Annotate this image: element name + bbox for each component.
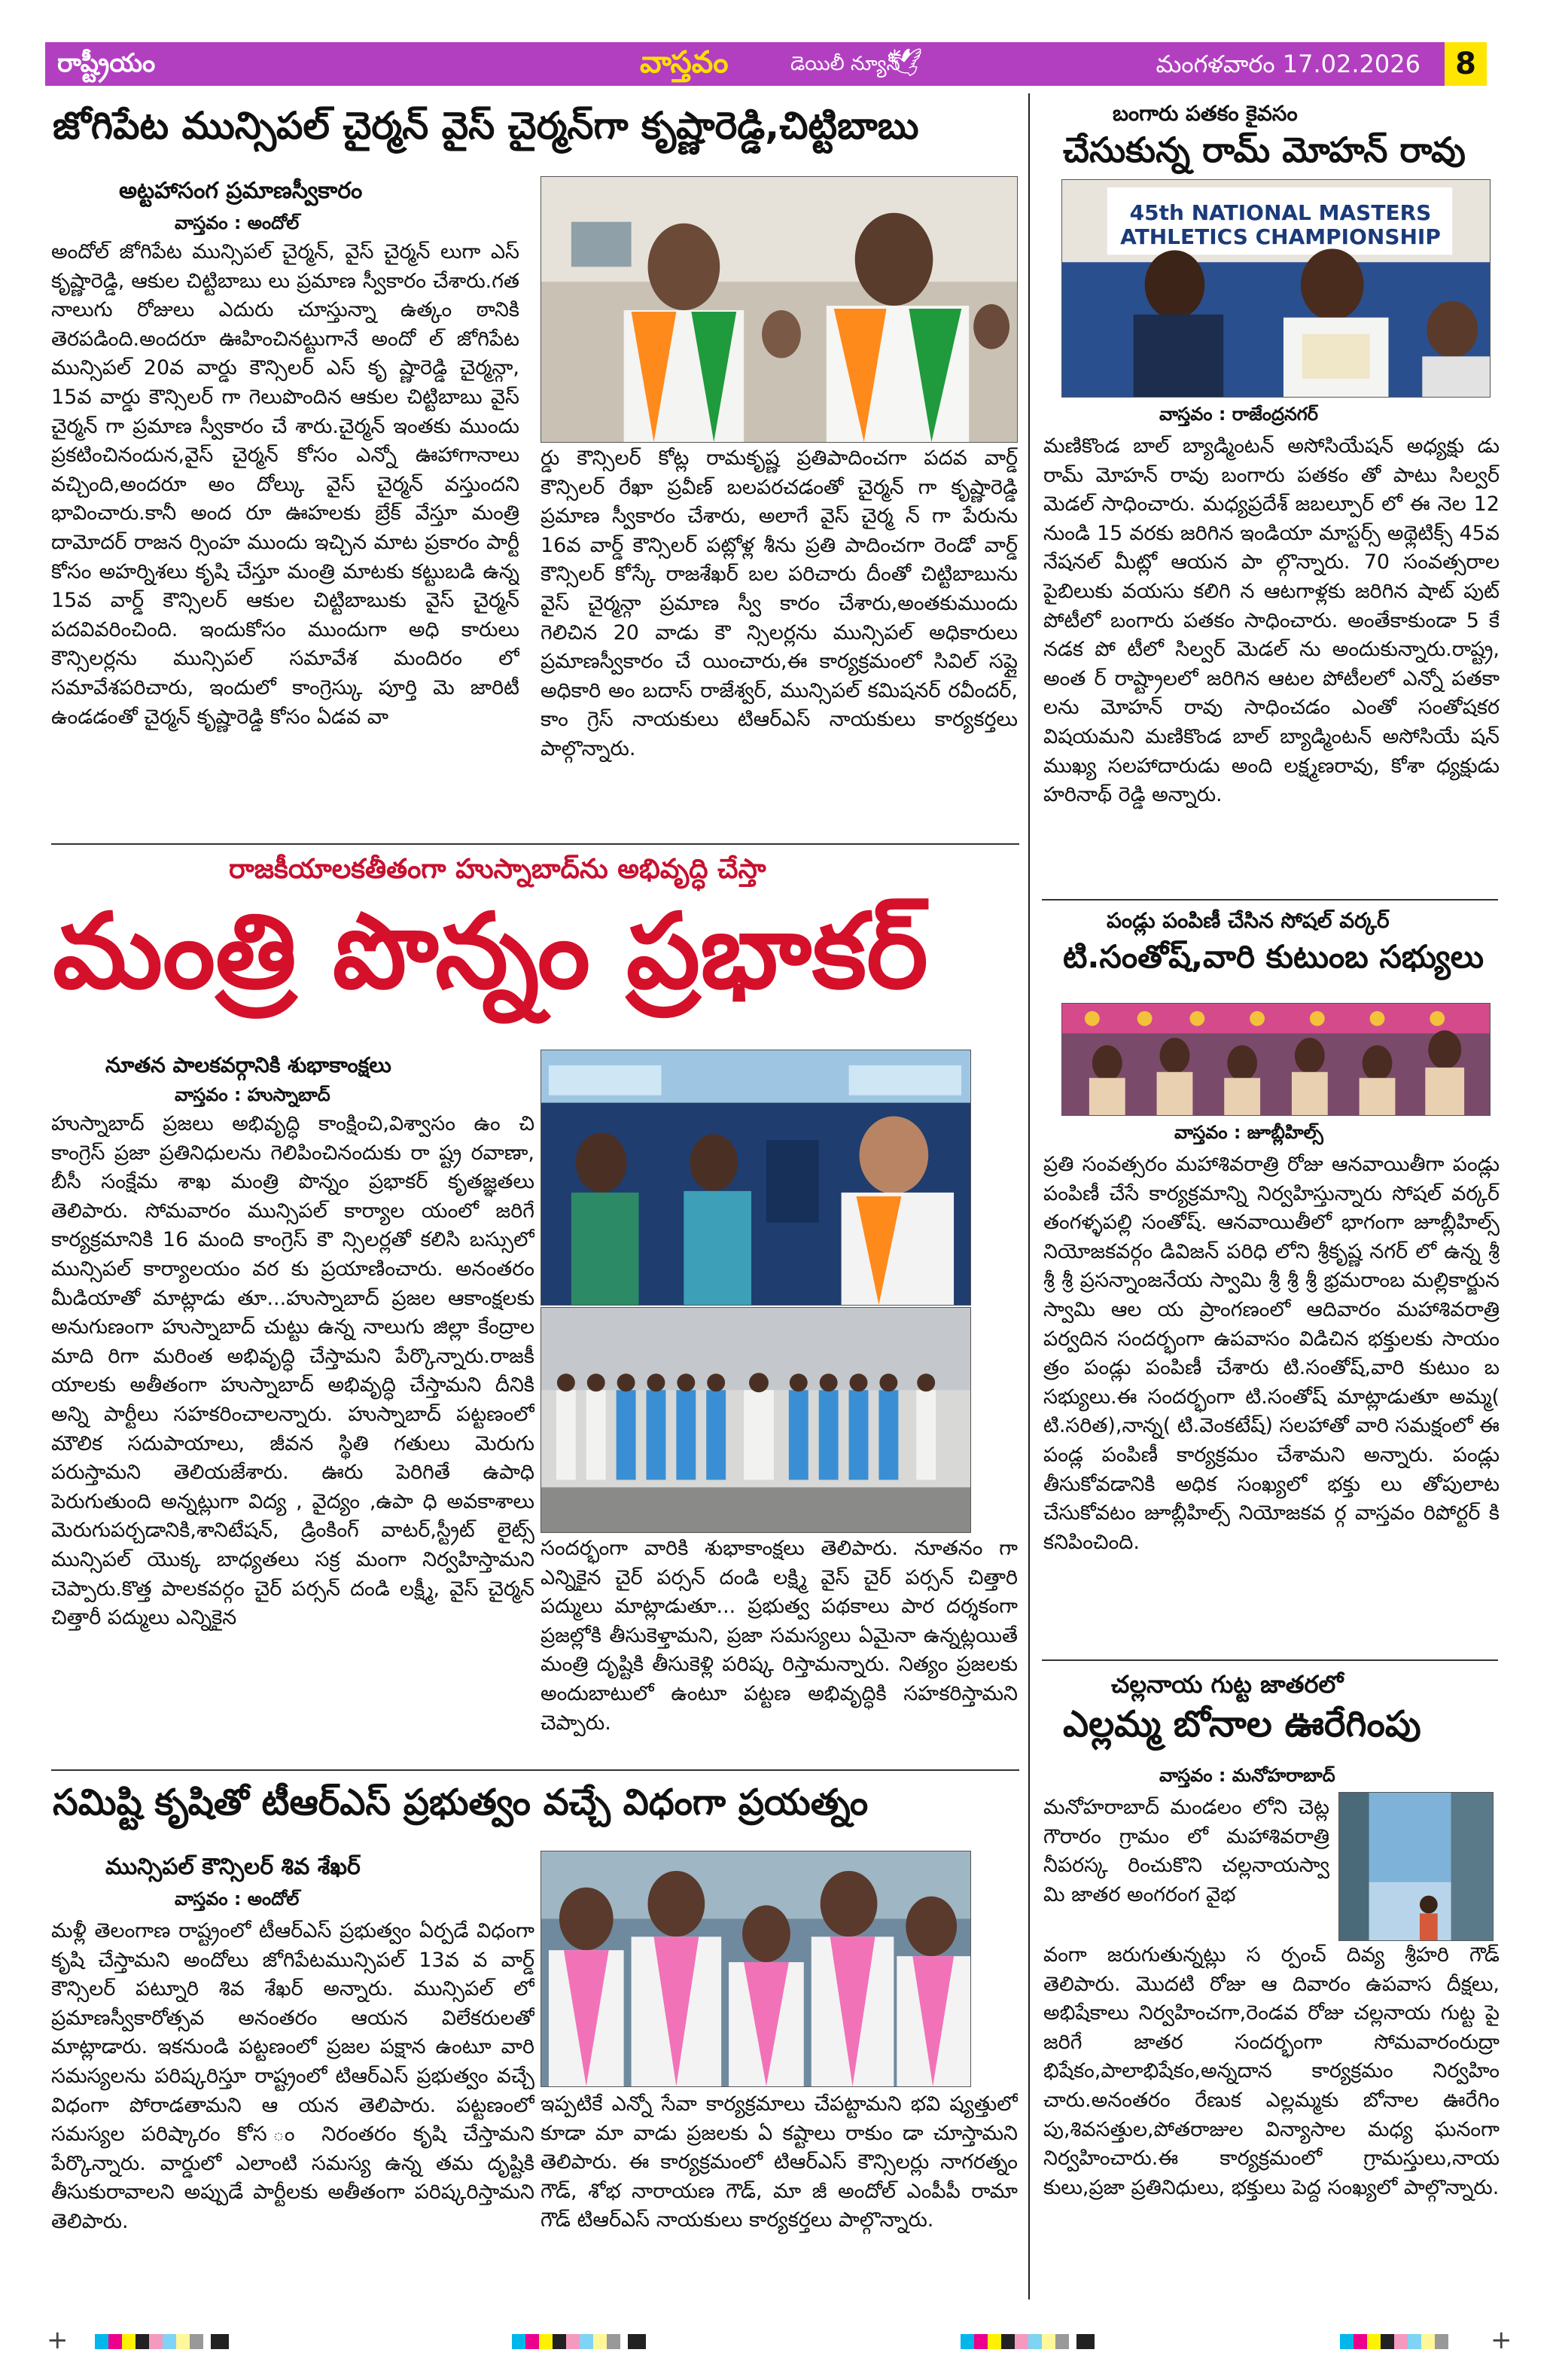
section-divider-1 xyxy=(51,843,1019,845)
color-swatch xyxy=(1435,2334,1448,2349)
article2-subhead: నూతన పాలకవర్గానికి శుభాకాంక్షలు xyxy=(105,1053,391,1077)
article1-dateline: వాస్తవం : అందోల్ xyxy=(175,212,300,233)
sidebar3-headline: ఎల్లమ్మ బోనాల ఊరేగింపు xyxy=(1063,1703,1421,1745)
color-swatch xyxy=(974,2334,988,2349)
article3-col1: మళ్లీ తెలంగాణ రాష్ట్రంలో టీఆర్ఎస్ ప్రభుత్వం ఏర్పడే విధంగా కృషి చేస్తామని అందోలు జోగిపేటమున్సిపల్ 13వ వ వార్డ్ కౌన్సిలర్ పట్నూరి శివ శేఖర్ అన్నారు. మున్సిపల్ లో ప్రమాణస్వీకారోత్సవ అనంతరం ఆయన విలేకరులతో మాట్లాడారు. ఇకనుండి పట్టణంలో ప్రజల పక్షాన ఉంటూ వారి సమస్యలను పరిష్కరిస్తూ రాష్ట్రంలో టిఆర్ఎస్ ప్రభుత్వం వచ్చే విధంగా పోరాడతామని ఆ యన తెలిపారు. పట్టణంలో సమస్యల పరిష్కారం కోస ం నిరంతరం కృషి చేస్తామని పేర్కొన్నారు. వార్డులో ఎలాంటి సమస్య ఉన్న తమ దృష్టికి తీసుకురావాలని అప్పుడే పార్టీలకు అతీతంగా పరిష్కరిస్తామని తెలిపారు. xyxy=(51,1919,534,2233)
article3-headline: సమిష్టి కృషితో టీఆర్ఎస్ ప్రభుత్వం వచ్చే విధంగా ప్రయత్నం xyxy=(53,1781,869,1824)
sidebar-divider-1 xyxy=(1042,899,1498,900)
sidebar1-dateline: వాస్తవం : రాజేంద్రనగర్ xyxy=(1159,404,1319,425)
article2-col2: సందర్భంగా వారికి శుభాకాంక్షలు తెలిపారు. నూతనం గా ఎన్నికైన చైర్ పర్సన్ దండి లక్ష్మి వైస్ చైర్ పర్సన్ చిత్తారి పద్ములు మాట్లాడుతూ... ప్రభుత్వ పథకాలు పార దర్శకంగా ప్రజల్లోకి తీసుకెళ్తామని, ప్రజా సమస్యలు ఏమైనా ఉన్నట్లయితే మంత్రి దృష్టికి తీసుకెళ్లి పరిష్క రిస్తామన్నారు. నిత్యం ప్రజలకు అందుబాటులో ఉంటూ పట్టణ అభివృద్ధికి సహకరిస్తామని చెప్పారు. xyxy=(540,1537,1018,1735)
issue-date: మంగళవారం 17.02.2026 xyxy=(1156,50,1420,78)
color-swatch xyxy=(525,2334,539,2349)
color-swatch xyxy=(122,2334,136,2349)
color-swatch xyxy=(1001,2334,1015,2349)
article2-col1: హుస్నాబాద్ ప్రజలు అభివృద్ధి కాంక్షించి,విశ్వాసం ఉం చి కాంగ్రెస్ ప్రజా ప్రతినిధులను గెలిపించినందుకు రా ష్ట్ర రవాణా, బీసీ సంక్షేమ శాఖ మంత్రి పొన్నం ప్రభాకర్ కృతజ్ఞతలు తెలిపారు. సోమవారం మున్సిపల్ కార్యాల యంలో జరిగే కార్యక్రమానికి 16 మంది కాంగ్రెస్ కౌ న్సిలర్లతో కలిసి బస్సులో మున్సిపల్ కార్యాలయం వర కు ప్రయాణించారు. అనంతరం మీడియాతో మాట్లాడు తూ...హుస్నాబాద్ ప్రజల ఆకాంక్షలకు అనుగుణంగా హుస్నాబాద్ చుట్టు ఉన్న నాలుగు జిల్లా కేంద్రాల మాది రిగా మరింత అభివృద్ధి చేస్తామని పేర్కొన్నారు.రాజకీ యాలకు అతీతంగా హుస్నాబాద్ అభివృద్ధి చేస్తామని దీనికి అన్ని పార్టీలు సహకరించాలన్నారు. హుస్నాబాద్ పట్టణంలో మౌలిక సదుపాయాలు, జీవన స్థితి గతులు మెరుగు పరుస్తామని తెలియజేశారు. ఊరు పెరిగితే ఉపాధి పెరుగుతుంది అన్నట్లుగా విద్య , వైద్యం ,ఉపా ధి అవకాశాలు మెరుగుపర్చడానికి,శానిటేషన్, డ్రింకింగ్ వాటర్,స్ట్రీట్ లైట్స్ మున్సిపల్ యొక్క బాధ్యతలు సక్ర మంగా నిర్వహిస్తామని చెప్పారు.కొత్త పాలకవర్గం చైర్ పర్సన్ దండి లక్ష్మీ, వైస్ చైర్మన్ చిత్తారీ పద్ములు ఎన్నికైన xyxy=(51,1112,534,1630)
article1-col2: ర్డు కౌన్సిలర్ కోట్ల రామకృష్ణ ప్రతిపాదించగా పదవ వార్డ్ కౌన్సిలర్ రేఖా ప్రవీణ్ బలపరచడంతో చైర్మన్ గా కృష్ణారెడ్డి ప్రమాణ స్వీకారం చేశారు, అలాగే వైస్ చైర్మ న్ గా పేరును 16వ వార్డ్ కౌన్సిలర్ పట్లోళ్ల శీను ప్రతి పాదించగా రెండో వార్డ్ కౌన్సిలర్ కోస్కే రాజశేఖర్ బల పరిచారు దీంతో చిట్టిబాబును వైస్ చైర్మన్గా ప్రమాణ స్వీ కారం చేశారు,అంతకుముందు గెలిచిన 20 వాడు కౌ న్సిలర్లను మున్సిపల్ అధికారులు ప్రమాణస్వీకారం చే యించారు,ఈ కార్యక్రమంలో సివిల్ సప్లై అధికారి అం బదాస్ రాజేశ్వర్, మున్సిపల్ కమిషనర్ రవీందర్, కాం గ్రెస్ నాయకులు టిఆర్ఎస్ నాయకులు కార్యకర్తలు పాల్గొన్నారు. xyxy=(540,446,1018,760)
color-swatch xyxy=(1394,2334,1408,2349)
color-swatch xyxy=(1015,2334,1028,2349)
color-swatch xyxy=(1408,2334,1421,2349)
page-number: 8 xyxy=(1445,42,1487,86)
color-swatch xyxy=(539,2334,553,2349)
section-label: రాష్ట్రీయం xyxy=(57,48,156,78)
article2-kicker: రాజకీయాలకతీతంగా హుస్నాబాద్‌ను అభివృద్ధి చేస్తా xyxy=(229,854,766,885)
sidebar3-dateline: వాస్తవం : మనోహరాబాద్ xyxy=(1159,1765,1335,1786)
article3-dateline: వాస్తవం : అందోల్ xyxy=(175,1888,300,1909)
color-swatch xyxy=(211,2334,229,2349)
article2-dateline: వాస్తవం : హుస్నాబాద్ xyxy=(175,1084,330,1105)
color-swatch xyxy=(1367,2334,1381,2349)
article2-photo-bus xyxy=(540,1050,971,1306)
article3-photo xyxy=(540,1851,971,2087)
color-swatch xyxy=(607,2334,620,2349)
color-swatch xyxy=(593,2334,607,2349)
masthead-bar xyxy=(45,42,1487,86)
column-divider xyxy=(1028,93,1030,2299)
color-swatch xyxy=(1055,2334,1069,2349)
section-divider-2 xyxy=(51,1769,1019,1771)
sidebar1-headline: చేసుకున్న రామ్ మోహన్ రావు xyxy=(1063,130,1466,170)
sidebar2-photo xyxy=(1061,1003,1491,1116)
sidebar3-body-full: వంగా జరుగుతున్నట్లు స ర్పంచ్ దివ్య శ్రీహరి గౌడ్ తెలిపారు. మొదటి రోజు ఆ దివారం ఉపవాస దీక్షలు, అభిషేకాలు నిర్వహించగా,రెండవ రోజు చల్లనాయ గుట్ట పై జరిగే జాతర సందర్భంగా సోమవారంరుద్రా భిషేకం,పాలాభిషేకం,అన్నదాన కార్యక్రమం నిర్వహిం చారు.అనంతరం రేణుక ఎల్లమ్మకు బోనాల ఊరేగిం పు,శివసత్తుల,పోతరాజుల విన్యాసాల మధ్య ఘనంగా నిర్వహించారు.ఈ కార్యక్రమంలో గ్రామస్తులు,నాయ కులు,ప్రజా ప్రతినిధులు, భక్తులు పెద్ద సంఖ్యలో పాల్గొన్నారు. xyxy=(1043,1943,1500,2199)
color-swatch xyxy=(988,2334,1001,2349)
color-swatch xyxy=(580,2334,593,2349)
color-swatch xyxy=(1076,2334,1095,2349)
paper-logo: వాస్తవం xyxy=(640,45,729,80)
dove-icon: 🕊 xyxy=(888,47,923,78)
color-swatch xyxy=(108,2334,122,2349)
article1-col1: అందోల్ జోగిపేట మున్సిపల్ చైర్మన్, వైస్ చైర్మన్ లుగా ఎస్ కృష్ణారెడ్డి, ఆకుల చిట్టిబాబు లు ప్రమాణ స్వీకారం చేశారు.గత నాలుగు రోజులు ఎదురు చూస్తున్నా ఉత్కం ఠానికి తెరపడింది.అందరూ ఊహించినట్టుగానే అందో ల్ జోగిపేట మున్సిపల్ 20వ వార్డు కౌన్సిలర్ ఎస్ కృ ష్ణారెడ్డి చైర్మన్గా, 15వ వార్డు కౌన్సిలర్ గా గెలుపొందిన ఆకుల చిట్టిబాబు వైస్ చైర్మన్ గా ప్రమాణ స్వీకారం చే శారు.చైర్మన్ ఇంతకు ముందు ప్రకటించినందున,వైస్ చైర్మన్ కోసం ఎన్నో ఊహాగానాలు వచ్చింది,అందరూ అం దోల్కు వైస్ చైర్మన్ వస్తుందని భావించారు.కానీ అంద రూ ఊహలకు బ్రేక్ వేస్తూ మంత్రి దామోదర్ రాజన ర్సింహ ముందు ఇచ్చిన మాట ప్రకారం పార్టీ కోసం అహర్నిశలు కృషి చేస్తూ మంత్రి మాటకు కట్టుబడి ఉన్న 15వ వార్డ్ కౌన్సిలర్ ఆకుల చిట్టిబాబుకు వైస్ చైర్మన్ పదవివరించింది. ఇందుకోసం ముందుగా అధి కారులు కౌన్సిలర్లను మున్సిపల్ సమావేశ మందిరం లో సమావేశపరిచారు, ఇందులో కాంగ్రెస్కు పూర్తి మె జారిటీ ఉండడంతో చైర్మన్ కృష్ణారెడ్డి కోసం ఏడవ వా xyxy=(51,240,519,729)
article2-photo-group xyxy=(540,1307,971,1533)
color-swatch xyxy=(176,2334,190,2349)
sidebar3-kicker: చల్లనాయ గుట్ట జాతరలో xyxy=(1111,1670,1344,1699)
color-swatch xyxy=(1354,2334,1367,2349)
color-swatch xyxy=(1381,2334,1394,2349)
color-swatch xyxy=(163,2334,176,2349)
color-swatch xyxy=(149,2334,163,2349)
sidebar3-body-top: మనోహరాబాద్ మండలం లోని చెట్ల గౌరారం గ్రామం లో మహాశివరాత్రి నీపరస్క రించుకొని చల్లనాయస్వా మి జాతర అంగరంగ వైభ xyxy=(1043,1796,1329,1906)
color-swatch xyxy=(190,2334,203,2349)
sidebar3-photo xyxy=(1338,1792,1494,1941)
color-swatch xyxy=(628,2334,646,2349)
paper-sub-label: డెయిలీ న్యూస్ xyxy=(790,53,900,75)
color-swatch xyxy=(136,2334,149,2349)
sidebar2-body: ప్రతి సంవత్సరం మహాశివరాత్రి రోజు ఆనవాయితీగా పండ్లు పంపిణీ చేసే కార్యక్రమాన్ని నిర్వహిస్తున్నారు సోషల్ వర్కర్ తంగళ్ళపల్లి సంతోష్. ఆనవాయితీలో భాగంగా జూబ్లీహిల్స్ నియోజకవర్గం డివిజన్ పరిధి లోని శ్రీకృష్ణ నగర్ లో ఉన్న శ్రీ శ్రీ శ్రీ ప్రసన్నాంజనేయ స్వామి శ్రీ శ్రీ శ్రీ భ్రమరాంబ మల్లికార్జున స్వామి ఆల య ప్రాంగణంలో ఆదివారం మహాశివరాత్రి పర్వదిన సందర్భంగా ఉపవాసం విడిచిన భక్తులకు సాయం త్రం పండ్లు పంపిణీ చేశారు టి.సంతోష్,వారి కుటుం బ సభ్యులు.ఈ సందర్భంగా టి.సంతోష్ మాట్లాడుతూ అమ్మ( టి.సరిత),నాన్న( టి.వెంకటేష్) సలహాతో వారి సమక్షంలో ఈ పండ్ల పంపిణీ కార్యక్రమం చేశామని అన్నారు. పండ్లు తీసుకోవడానికి అధిక సంఖ్యలో భక్తు లు తోపులాట చేసుకోవటం జూబ్లీహిల్స్ నియోజకవ ర్గ వాస్తవం రిపోర్టర్ కి కనిపించింది. xyxy=(1043,1153,1500,1554)
article2-headline: మంత్రి పొన్నం ప్రభాకర్ xyxy=(53,889,928,1012)
sidebar1-photo-banner: 45th NATIONAL MASTERS ATHLETICS CHAMPIONSHIP xyxy=(1120,200,1441,249)
article3-subhead: మున్సిపల్ కౌన్సిలర్ శివ శేఖర్ xyxy=(105,1854,361,1880)
color-swatch xyxy=(1042,2334,1055,2349)
sidebar1-photo xyxy=(1061,179,1491,398)
sidebar2-headline: టి.సంతోష్,వారి కుటుంబ సభ్యులు xyxy=(1063,938,1484,975)
color-swatch xyxy=(1340,2334,1354,2349)
article1-headline: జోగిపేట మున్సిపల్ చైర్మన్ వైస్ చైర్మన్‌గా కృష్ణారెడ్డి,చిట్టిబాబు xyxy=(53,104,919,148)
sidebar-divider-2 xyxy=(1042,1659,1498,1661)
color-swatch xyxy=(1028,2334,1042,2349)
sidebar2-kicker: పండ్లు పంపిణీ చేసిన సోషల్ వర్కర్ xyxy=(1107,908,1390,933)
sidebar2-dateline: వాస్తవం : జూబ్లీహిల్స్ xyxy=(1174,1122,1323,1143)
sidebar1-body: మణికొండ బాల్ బ్యాడ్మింటన్ అసోసియేషన్ అధ్యక్షు డు రామ్ మోహన్ రావు బంగారు పతకం తో పాటు సిల్వర్ మెడల్ సాధించారు. మధ్యప్రదేశ్ జబల్పూర్ లో ఈ నెల 12 నుండి 15 వరకు జరిగిన ఇండియా మాస్టర్స్ అథ్లెటిక్స్ 45వ నేషనల్ మీట్లో ఆయన పా ల్గొన్నారు. 70 సంవత్సరాల పైబిలుకు వయసు కలిగి న ఆటగాళ్లకు జరిగిన షాట్ పుట్ పోటీలో బంగారు పతకం సాధించారు. అంతేకాకుండా 5 కే నడక పో టీలో సిల్వర్ మెడల్ ను అందుకున్నారు.రాష్ట్ర, అంత ర్ రాష్ట్రాలలో జరిగిన ఆటల పోటీలలో ఎన్నో పతకా లను మోహన్ రావు సాధించడం ఎంతో సంతోషకర విషయమని మణికొండ బాల్ బ్యాడ్మింటన్ అసోసియే షన్ ముఖ్య సలహాదారుడు అంది లక్ష్మణరావు, కోశా ధ్యక్షుడు హరినాథ్ రెడ్డి అన్నారు. xyxy=(1043,434,1500,807)
article3-col2: ఇప్పటికే ఎన్నో సేవా కార్యక్రమాలు చేపట్టామని భవి ష్యత్తులో కూడా మా వాడు ప్రజలకు ఏ కష్టాలు రాకుం డా చూస్తామని తెలిపారు. ఈ కార్యక్రమంలో టిఆర్ఎస్ కౌన్సిలర్లు నాగరత్నం గౌడ్, శోభ నారాయణ గౌడ్, మా జీ అందోల్ ఎంపీపీ రామా గౌడ్ టిఆర్ఎస్ నాయకులు కార్యకర్తలు పాల్గొన్నారు. xyxy=(540,2092,1018,2232)
article1-photo xyxy=(540,176,1018,443)
color-swatch xyxy=(512,2334,525,2349)
color-swatch xyxy=(95,2334,108,2349)
article1-subhead: అట్టహాసంగ ప్రమాణస్వీకారం xyxy=(119,178,363,204)
color-swatch xyxy=(961,2334,974,2349)
registration-mark: + xyxy=(47,2325,69,2355)
sidebar1-kicker: బంగారు పతకం కైవసం xyxy=(1113,101,1298,126)
color-swatch xyxy=(566,2334,580,2349)
color-swatch xyxy=(553,2334,566,2349)
color-swatch xyxy=(1421,2334,1435,2349)
registration-mark: + xyxy=(1491,2325,1512,2355)
